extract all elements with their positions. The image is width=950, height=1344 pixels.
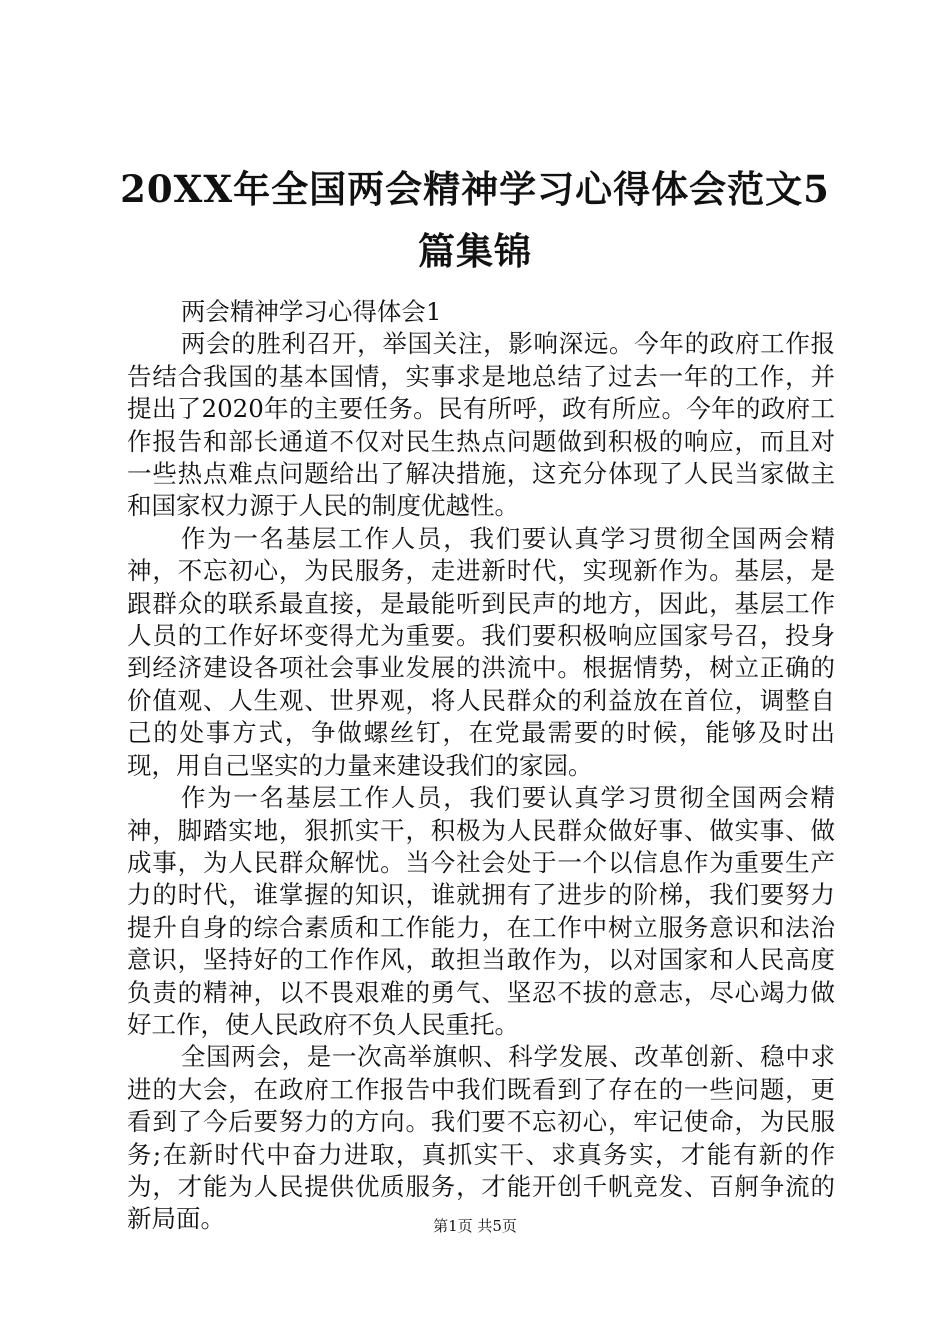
document-body [127,296,835,1236]
document-title: 20XX年全国两会精神学习心得体会范文5篇集锦 [120,167,830,273]
page-footer [0,1216,950,1236]
page-indicator: 第1页 共5页 [433,1217,517,1235]
section-heading: 两会精神学习心得体会1 [180,297,442,326]
paragraph-3: 作为一名基层工作人员，我们要认真学习贯彻全国两会精神，脚踏实地，狠抓实干，积极为人民群众做好事、做实事、做成事，为人民群众解忧。当今社会处于一个以信息作为重要生产力的时代，谁掌握的知识，谁就拥有了进步的阶梯，我们要努力提升自身的综合素质和工作能力，在工作中树立服务意识和法治意识，坚持好的工作作风，敢担当敢作为，以对国家和人民高度负责的精神，以不畏艰难的勇气、坚忍不拔的意志，尽心竭力做好工作，使人民政府不负人民重托。 [127,783,835,1039]
paragraph-1: 两会的胜利召开，举国关注，影响深远。今年的政府工作报告结合我国的基本国情，实事求是地总结了过去一年的工作，并提出了2020年的主要任务。民有所呼，政有所应。今年的政府工作报告和部长通道不仅对民生热点问题做到积极的响应，而且对一些热点难点问题给出了解决措施，这充分体现了人民当家做主和国家权力源于人民的制度优越性。 [127,329,835,521]
paragraph-4: 全国两会，是一次高举旗帜、科学发展、改革创新、稳中求进的大会，在政府工作报告中我们既看到了存在的一些问题，更看到了今后要努力的方向。我们要不忘初心，牢记使命，为民服务;在新时代中奋力进取，真抓实干、求真务实，才能有新的作为，才能为人民提供优质服务，才能开创千帆竞发、百舸争流的新局面。 [127,1042,835,1234]
paragraph-2: 作为一名基层工作人员，我们要认真学习贯彻全国两会精神，不忘初心，为民服务，走进新时代，实现新作为。基层，是跟群众的联系最直接，是最能听到民声的地方，因此，基层工作人员的工作好坏变得尤为重要。我们要积极响应国家号召，投身到经济建设各项社会事业发展的洪流中。根据情势，树立正确的价值观、人生观、世界观，将人民群众的利益放在首位，调整自己的处事方式，争做螺丝钉，在党最需要的时候，能够及时出现，用自己坚实的力量来建设我们的家园。 [127,523,835,780]
